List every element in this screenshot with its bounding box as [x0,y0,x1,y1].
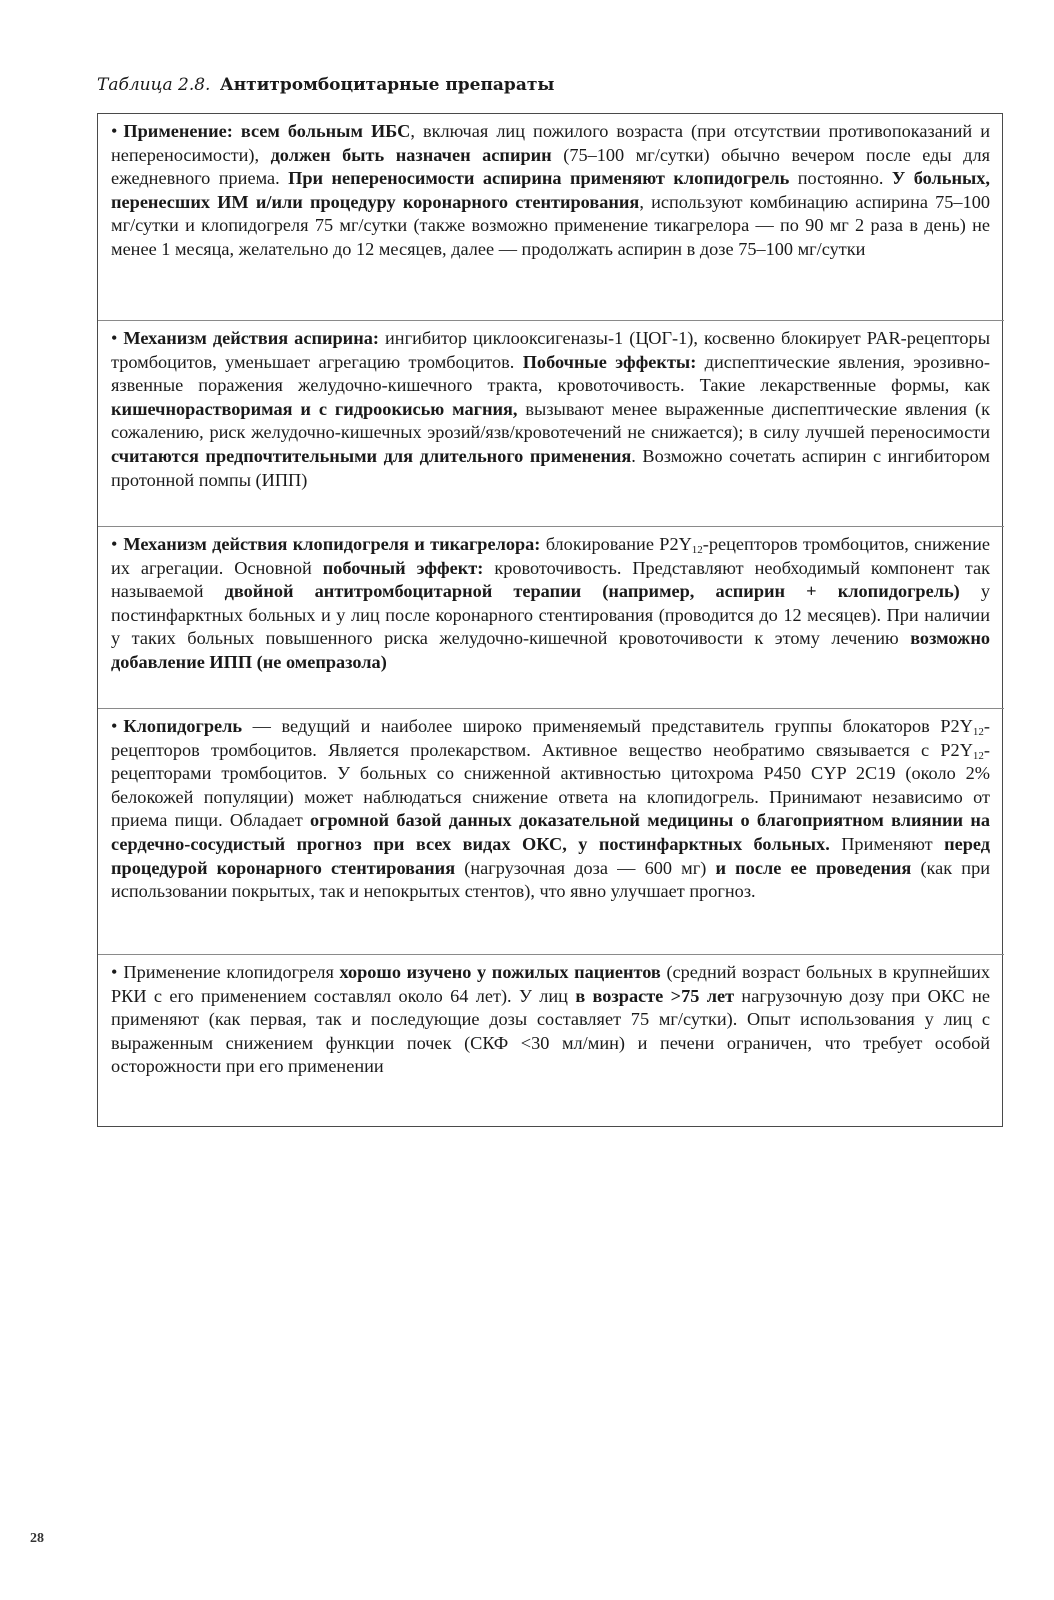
body-text: — ведущий и наиболее широко применяемый представитель группы блокаторов P2Y [242,716,973,736]
table-title: Антитромбоцитарные препараты [219,75,555,95]
bullet-icon: • [111,716,118,736]
body-text: (средний возраст больных в крупнейших РКИ с его применением составлял около 64 лет). У лиц [111,962,991,1006]
emphasis-text: перед процедурой коронарного стентирования [111,833,991,878]
subscript-text: 12 [691,544,703,556]
table-number: Таблица 2.8. [97,75,211,95]
table-row [98,527,1004,708]
body-text: (как при использовании покрытых, так и непокрытых стентов), что явно улучшает прогноз. [111,857,990,902]
table-row [98,955,1004,1126]
subscript-text: 12 [972,749,984,762]
bullet-icon: • [111,121,118,141]
body-text: ингибитор циклооксигеназы-1 (ЦОГ-1), косвенно блокирует PAR-рецепторы тромбоцитов, уменьшает агрегацию тромбоцитов. [111,328,990,372]
subscript-text: 12 [972,726,984,738]
body-text: Применяют [829,833,945,854]
body-text: (нагрузочная доза — 600 мг) [455,857,716,878]
page-number: 28 [30,1531,44,1546]
body-text: , используют комбинацию аспирина 75–100 мг/сутки и клопидогреля 75 мг/сутки (также возможно применение тикагрелора — по 90 мг 2 раза в день) не менее 1 месяца, желательно до 12 месяцев, далее — продолжать аспирин в дозе 75–100 мг/сутки [111,191,990,259]
body-text: вызывают менее выраженные диспептические явления (к сожалению, риск желудочно-кишечных эрозий/язв/кровотечений не снижается); в силу лучшей переносимости [111,398,990,443]
table-caption [97,75,554,95]
drug-table [97,113,1003,1127]
emphasis-text: Клопидогрель [123,716,243,736]
emphasis-text: кишечнорастворимая и с гидроокисью магния, [111,398,518,419]
body-text: блокирование P2Y [540,534,692,554]
emphasis-text: в возрасте >75 лет [575,985,735,1006]
body-text: нагрузочную дозу при ОКС не применяют (как первая, так и последующие дозы составляет 75 мг/сутки). Опыт использования у лиц с выраженным снижением функции почек (СКФ <30 мл/мин) и печени ограничен, что требует особой осторожности при его применении [111,985,990,1077]
emphasis-text: побочный эффект: [322,557,484,578]
body-text: Применение клопидогреля [123,962,340,982]
table-row [98,709,1004,954]
emphasis-text: двойной антитромбоцитарной терапии (например, аспирин + клопидогрель) [224,581,960,602]
emphasis-text: У больных, перенесших ИМ и/или процедуру коронарного стентирования [111,168,990,212]
bullet-icon: • [111,328,118,348]
body-text: кровоточивость. Представляют необходимый компонент так называемой [111,557,990,602]
body-text: , включая лиц пожилого возраста (при отсутствии противопоказаний и непереносимости), [111,121,990,165]
body-text: -рецепторами тромбоцитов. У больных со сниженной активностью цитохрома P450 CYP 2C19 (около 2% белокожей популяции) может наблюдаться снижение ответа на клопидогрель. Принимают независимо от приема пищи. Обладает [111,739,990,831]
emphasis-text: Применение: всем больным ИБС [123,121,411,141]
table-row [98,114,1004,320]
emphasis-text: хорошо изучено у пожилых пациентов [339,962,661,982]
body-text: -рецепторов тромбоцитов. Является пролекарством. Активное вещество необратимо связывается с P2Y [111,716,990,760]
emphasis-text: Побочные эффекты: [522,351,697,372]
body-text: -рецепторов тромбоцитов, снижение их агрегации. Основной [111,534,990,578]
body-text: у постинфарктных больных и у лиц после коронарного стентирования (проводится до 12 месяцев). При наличии у таких больных повышенного риска желудочно-кишечной кровоточивости к этому лечению [111,581,990,649]
emphasis-text: возможно добавление ИПП (не омепразола) [111,628,990,672]
emphasis-text: считаются предпочтительными для длительного применения [111,445,632,466]
emphasis-text: и после ее проведения [715,857,912,878]
body-text: . Возможно сочетать аспирин с ингибитором протонной помпы (ИПП) [111,445,990,490]
body-text: диспептические явления, эрозивно-язвенные поражения желудочно-кишечного тракта, кровоточивость. Такие лекарственные формы, как [111,351,990,396]
emphasis-text: огромной базой данных доказательной медицины о благоприятном влиянии на сердечно-сосудистый прогноз при всех видах ОКС, у постинфарктных больных. [111,810,990,854]
emphasis-text: Механизм действия клопидогреля и тикагрелора: [123,534,541,554]
table-row [98,321,1004,526]
bullet-icon: • [111,534,118,554]
body-text: (75–100 мг/сутки) обычно вечером после еды для ежедневного приема. [111,144,991,189]
emphasis-text: При непереносимости аспирина применяют клопидогрель [288,168,790,189]
emphasis-text: Механизм действия аспирина: [123,328,379,348]
body-text: постоянно. [789,168,892,189]
emphasis-text: должен быть назначен аспирин [270,144,552,165]
bullet-icon: • [111,962,118,982]
